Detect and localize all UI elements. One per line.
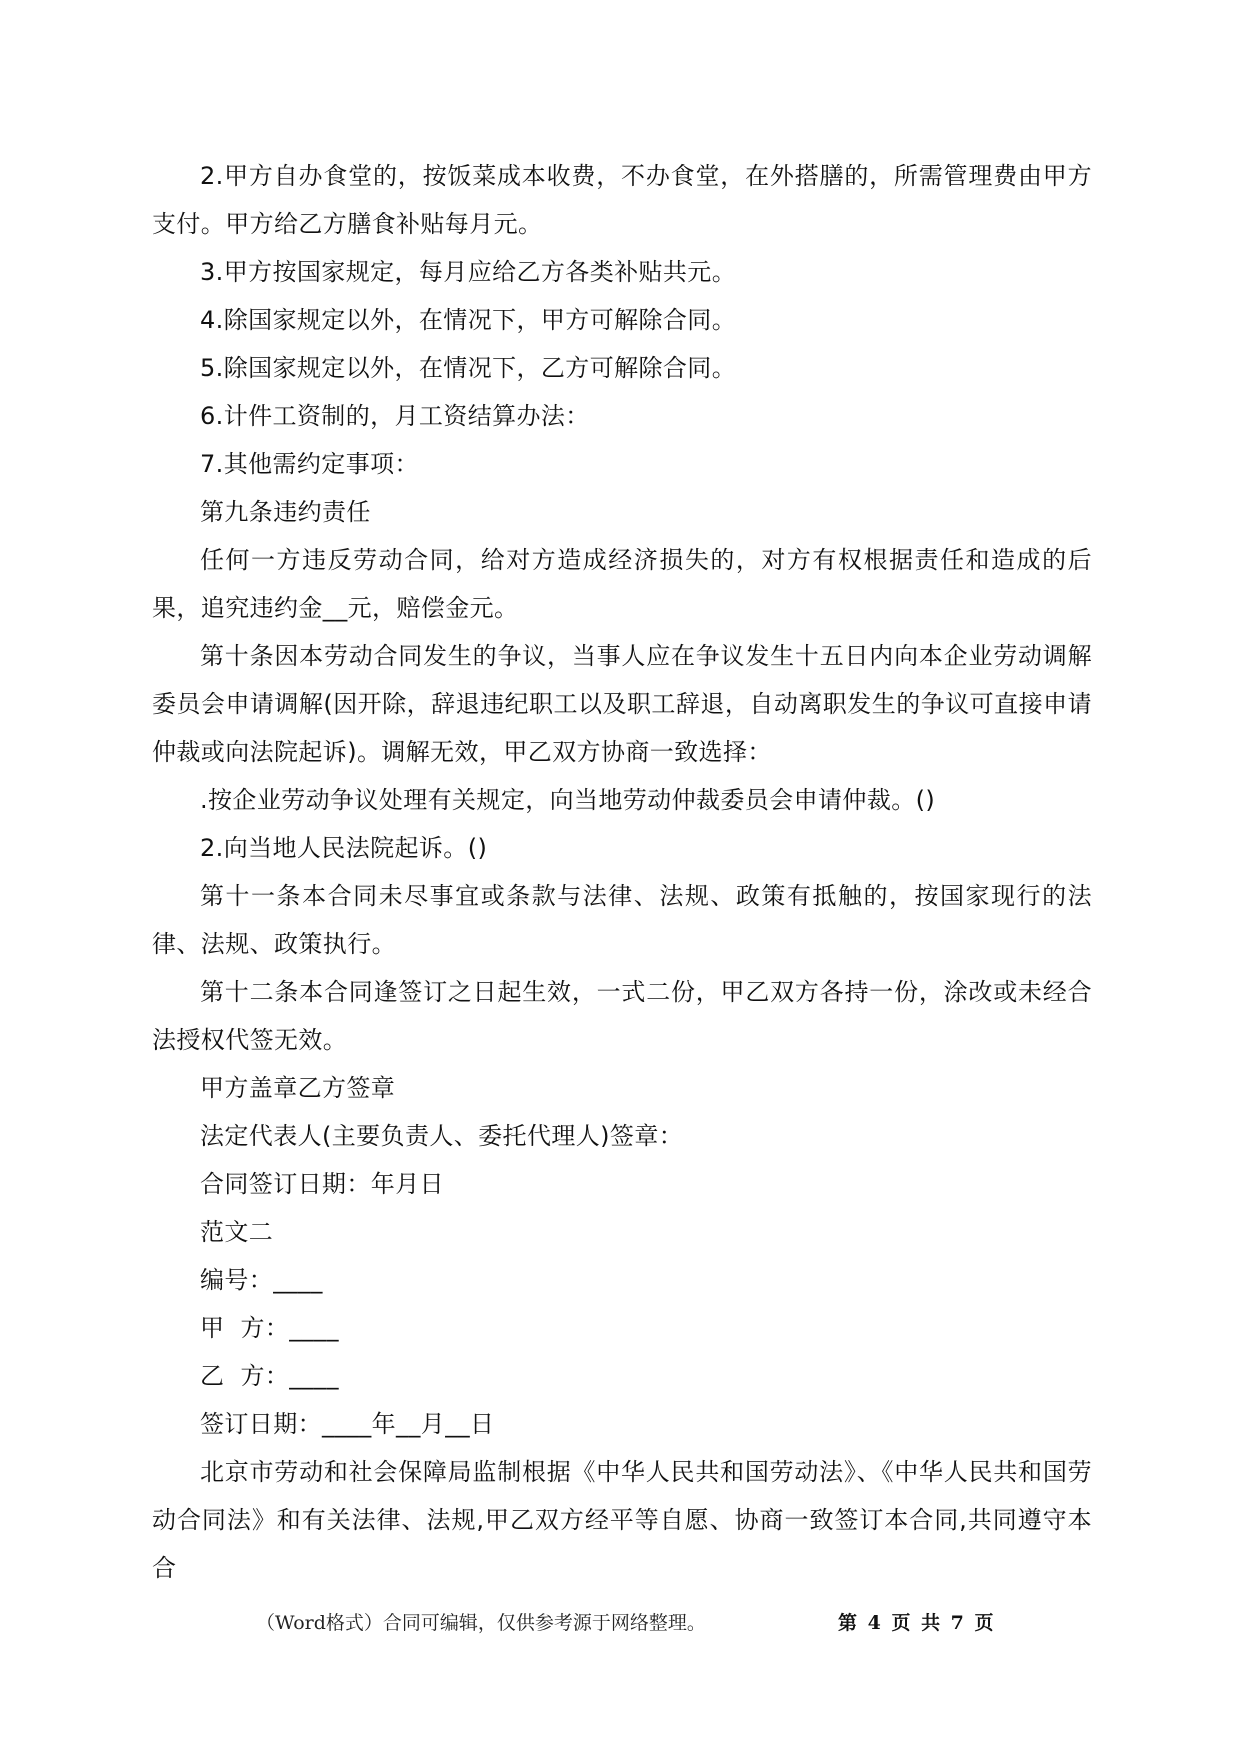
article-9-heading: 第九条违约责任 bbox=[200, 498, 371, 526]
article-12: 第十二条本合同逢签订之日起生效，一式二份，甲乙双方各持一份，涂改或未经合法授权代签无效。 bbox=[152, 978, 1092, 1054]
party-a: 甲 方：____ bbox=[200, 1314, 339, 1342]
article-10: 第十条因本劳动合同发生的争议，当事人应在争议发生十五日内向本企业劳动调解委员会申请调解(因开除，辞退违纪职工以及职工辞退，自动离职发生的争议可直接申请仲裁或向法院起诉)。调解无效，甲乙双方协商一致选择： bbox=[152, 642, 1092, 766]
signature-line: 甲方盖章乙方签章 bbox=[200, 1074, 396, 1102]
article-10-option-1: .按企业劳动争议处理有关规定，向当地劳动仲裁委员会申请仲裁。() bbox=[200, 786, 936, 814]
paragraph-clause-3: 3.甲方按国家规定，每月应给乙方各类补贴共元。 bbox=[200, 258, 737, 286]
paragraph-clause-6: 6.计件工资制的，月工资结算办法： bbox=[200, 402, 590, 430]
sample-two-heading: 范文二 bbox=[200, 1218, 274, 1246]
document-body bbox=[152, 152, 1092, 1592]
preamble: 北京市劳动和社会保障局监制根据《中华人民共和国劳动法》、《中华人民共和国劳动合同法》和有关法律、法规,甲乙双方经平等自愿、协商一致签订本合同,共同遵守本合 bbox=[152, 1458, 1092, 1582]
contract-number: 编号：____ bbox=[200, 1266, 323, 1294]
paragraph-clause-2: 2.甲方自办食堂的，按饭菜成本收费，不办食堂，在外搭膳的，所需管理费由甲方支付。甲方给乙方膳食补贴每月元。 bbox=[152, 162, 1092, 238]
article-11: 第十一条本合同未尽事宜或条款与法律、法规、政策有抵触的，按国家现行的法律、法规、政策执行。 bbox=[152, 882, 1092, 958]
page-number: 第 4 页 共 7 页 bbox=[838, 1612, 994, 1634]
article-9-body: 任何一方违反劳动合同，给对方造成经济损失的，对方有权根据责任和造成的后果，追究违约金__元，赔偿金元。 bbox=[152, 546, 1092, 622]
footer-note: （Word格式）合同可编辑，仅供参考源于网络整理。 bbox=[256, 1612, 706, 1634]
sign-date-field: 签订日期：____年__月__日 bbox=[200, 1410, 495, 1438]
representative-signature: 法定代表人(主要负责人、委托代理人)签章： bbox=[200, 1122, 684, 1150]
paragraph-clause-7: 7.其他需约定事项： bbox=[200, 450, 419, 478]
party-b: 乙 方：____ bbox=[200, 1362, 339, 1390]
paragraph-clause-4: 4.除国家规定以外，在情况下，甲方可解除合同。 bbox=[200, 306, 737, 334]
article-10-option-2: 2.向当地人民法院起诉。() bbox=[200, 834, 488, 862]
signing-date: 合同签订日期：年月日 bbox=[200, 1170, 444, 1198]
page-footer bbox=[0, 1608, 1241, 1638]
paragraph-clause-5: 5.除国家规定以外，在情况下，乙方可解除合同。 bbox=[200, 354, 737, 382]
